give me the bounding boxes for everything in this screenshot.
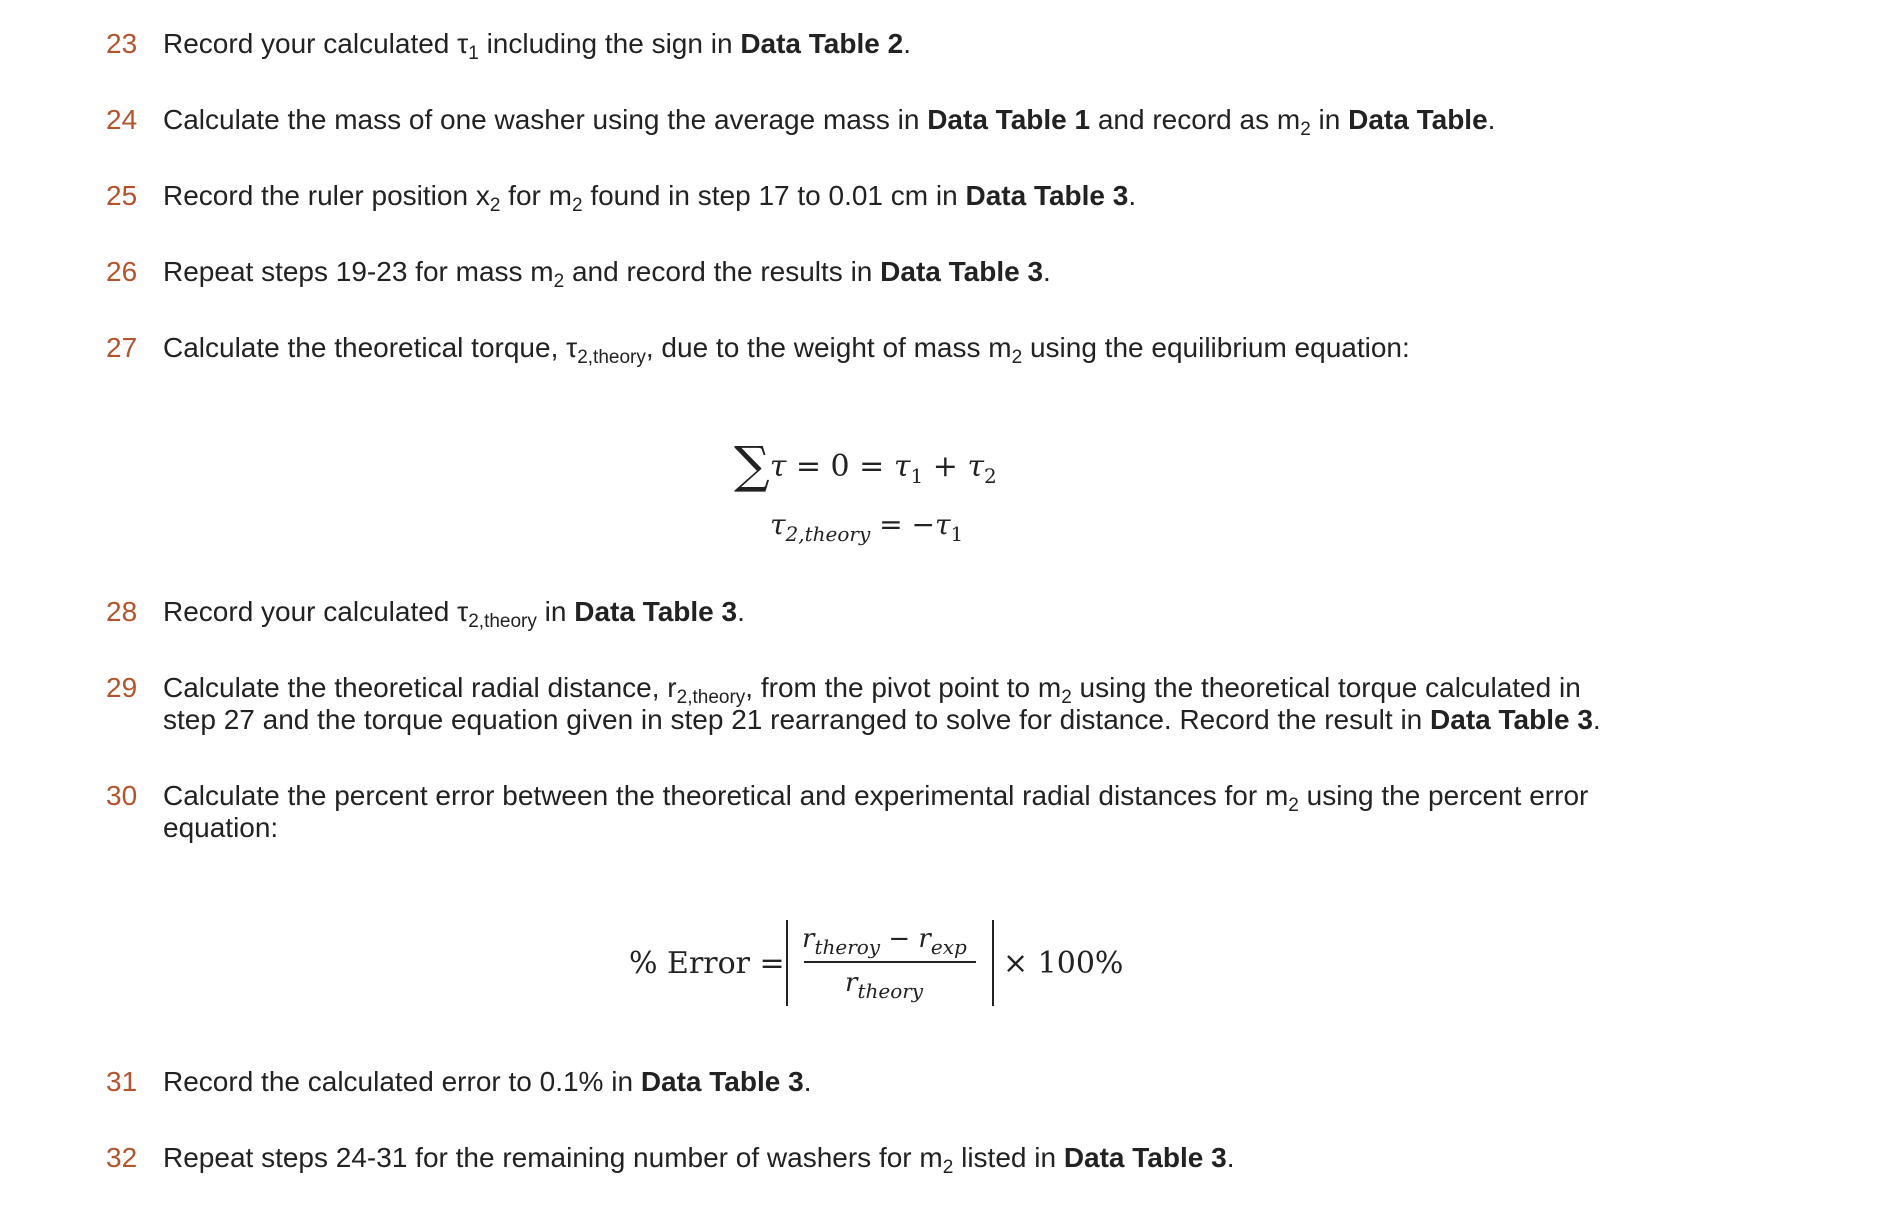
step-number: 27 bbox=[106, 332, 138, 363]
step-text: Calculate the mass of one washer using the average mass in Data Table 1 and record as $m_2$ in Data Table. bbox=[163, 104, 1496, 140]
step-number: 29 bbox=[106, 672, 138, 703]
step-30 bbox=[106, 780, 1666, 844]
step-number: 32 bbox=[106, 1142, 138, 1173]
step-number: 30 bbox=[106, 780, 138, 811]
fraction-bar bbox=[804, 961, 976, 963]
step-number: 31 bbox=[106, 1066, 138, 1097]
step-29 bbox=[106, 672, 1666, 736]
step-text: Calculate the theoretical torque, $\tau_{2,theory}$, due to the weight of mass $m_2$ using the equilibrium equation: bbox=[163, 332, 1410, 368]
step-27 bbox=[106, 332, 1666, 368]
step-text: Record your calculated $\tau_1$ including the sign in Data Table 2. bbox=[163, 28, 911, 64]
step-text: Repeat steps 19-23 for mass $m_2$ and record the results in Data Table 3. bbox=[163, 256, 1051, 292]
step-text: Record your calculated $\tau_{2,theory}$ in Data Table 3. bbox=[163, 596, 745, 632]
theoretical-torque-equation: $\tau_{2,theory} = -\tau_1$ bbox=[770, 508, 964, 546]
step-text: Repeat steps 24-31 for the remaining number of washers for $m_2$ listed in Data Table 3. bbox=[163, 1142, 1235, 1178]
step-text: Record the calculated error to 0.1% in Data Table 3. bbox=[163, 1066, 812, 1097]
percent-error-fraction bbox=[786, 920, 994, 1006]
step-number: 28 bbox=[106, 596, 138, 627]
step-number: 26 bbox=[106, 256, 138, 287]
step-text: Calculate the theoretical radial distance, $r_{2,theory}$, from the pivot point to $m_2$ using the theoretical torque calculated in bbox=[163, 672, 1581, 708]
percent-error-multiplier: × 100% bbox=[1003, 946, 1124, 981]
step-text-line-2: step 27 and the torque equation given in step 21 rearranged to solve for distance. Record the result in Data Table 3. bbox=[163, 704, 1601, 735]
equilibrium-equation: $\sum\tau = 0 = \tau_1 + \tau_2$ bbox=[734, 436, 997, 494]
step-28 bbox=[106, 596, 1666, 632]
step-number: 25 bbox=[106, 180, 138, 211]
percent-error-lhs: % Error = bbox=[629, 946, 785, 981]
step-23 bbox=[106, 28, 1666, 64]
step-26 bbox=[106, 256, 1666, 292]
step-text-line-2: equation: bbox=[163, 812, 279, 843]
fraction-numerator: $r_{theroy} - r_{exp}$ bbox=[802, 924, 967, 959]
fraction-denominator: $r_{theory}$ bbox=[845, 968, 924, 1003]
step-32 bbox=[106, 1142, 1666, 1178]
step-24 bbox=[106, 104, 1666, 140]
step-text: Calculate the percent error between the theoretical and experimental radial distances for $m_2$ using the percent error bbox=[163, 780, 1589, 816]
step-number: 24 bbox=[106, 104, 138, 135]
step-25 bbox=[106, 180, 1666, 216]
step-number: 23 bbox=[106, 28, 138, 59]
step-text: Record the ruler position $x_2$ for $m_2$ found in step 17 to 0.01 cm in Data Table 3. bbox=[163, 180, 1137, 216]
step-31 bbox=[106, 1066, 1666, 1098]
